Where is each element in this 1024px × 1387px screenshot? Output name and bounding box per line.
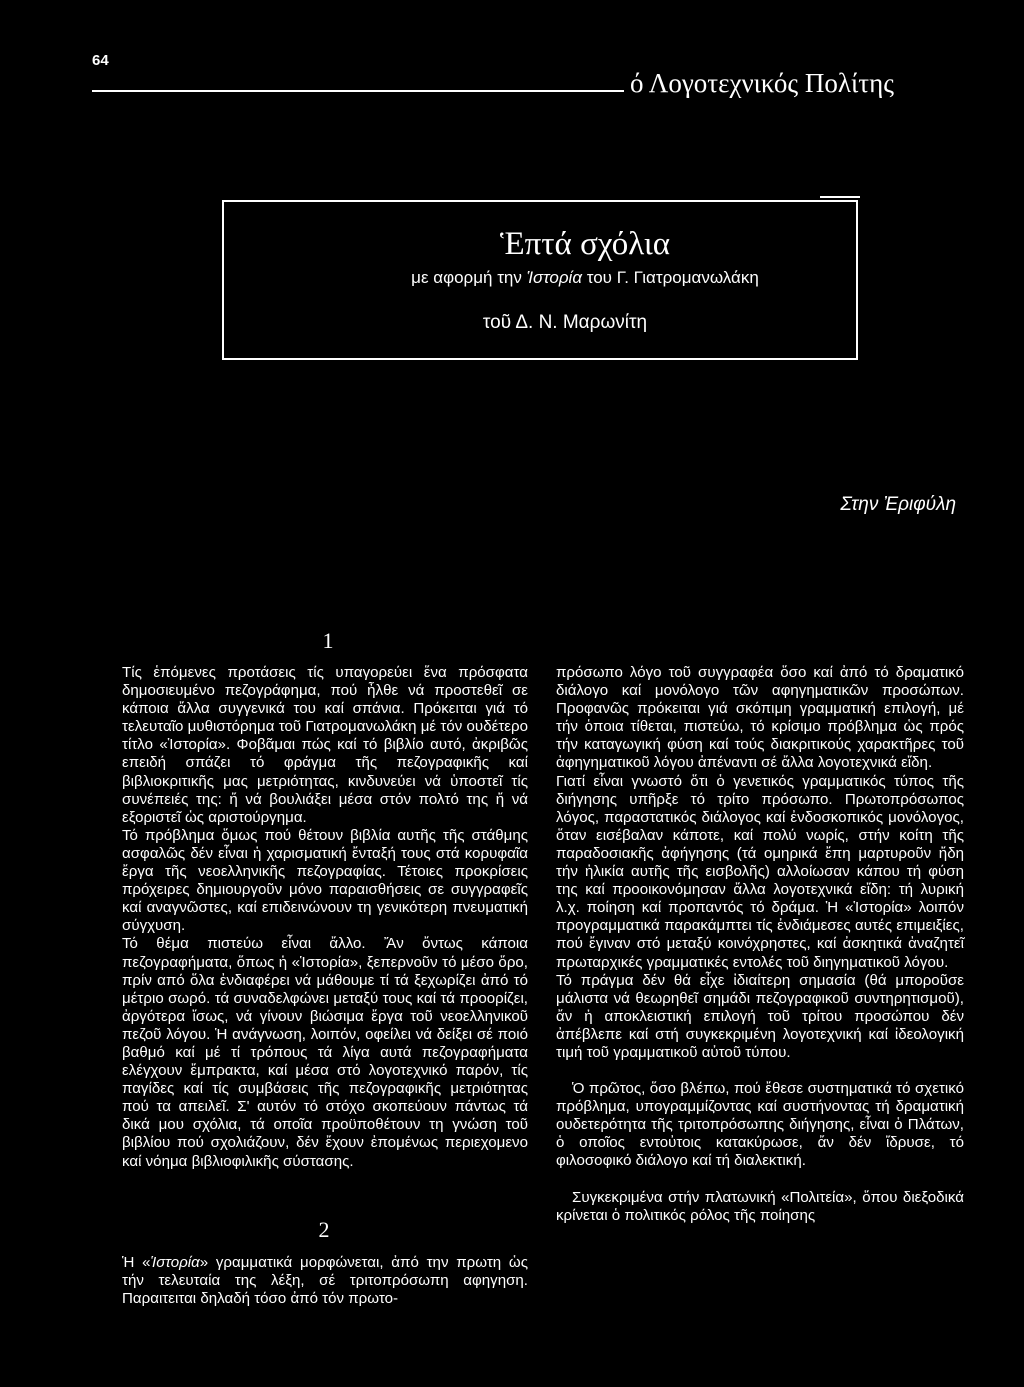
article-title: Ἑπτά σχόλια (499, 226, 671, 262)
article-author: τοῦ Δ. Ν. Μαρωνίτη (482, 312, 648, 333)
paragraph-post: » γραμματικά μορφώνεται, ἀπό την πρωτη ὡς τήν τελευταία της λέξη, σέ τριτοπρόσωπη αφηγηση. Παραιτειται δηλαδή τόσο ἀπό τόν πρωτο- (122, 1254, 528, 1308)
article-subtitle (222, 268, 858, 288)
running-head: ό Λογοτεχνικός Πολίτης (630, 68, 894, 98)
paragraph: πρόσωπο λόγο τοῦ συγγραφέα ὅσο καί ἀπό τό δραματικό διάλογο καί μονόλογο τῶν αφηγηματικῶν προσώπων. Προφανῶς πρόκειται γιά σκόπιμη γραμματική επιλογή, μέ τήν ὁποια τίθεται, πιστεύω, τό κρίσιμο πρόβλημα ὡς πρός τήν καταγωγική φύση καί τούς διακριτικούς χαρακτῆρες τοῦ ἀφηγηματικοῦ λόγου ἀπέναντι σέ ἄλλα λογοτεχνικά εἴδη. (556, 664, 964, 772)
paragraph: Συγκεκριμένα στήν πλατωνική «Πολιτεία», ὅπου διεξοδικά κρίνεται ὁ πολιτικός ρόλος τῆς ποίησης (556, 1188, 964, 1224)
right-column (556, 664, 964, 1225)
section-number-1: 1 (322, 628, 334, 653)
paragraph: Τό θέμα πιστεύω εἶναι ἄλλο. Ἄν ὄντως κάποια πεζογραφήματα, ὅπως ἡ «Ἱστορία», ξεπερνοῦν τό μέσο ὅρο, πρίν από ὅλα ἐνδιαφέρει νά μάθουμε τί τά ξεχωρίζει ἀπό τό μέτριο σωρό. τά συναδελφώνει μεταξύ τους καί τά προορίζει, ἀργότερα ἴσως, νά γίνουν βιώσιμα ἔργα τοῦ νεοελληνικοῦ πεζοῦ λόγου. Ἡ ανάγνωση, λοιπόν, οφείλει νά δείξει σέ ποιό βαθμό καί μέ τί τρόπους τά λίγα αυτά πεζογραφήματα ελέγχουν ἔμπρακτα, καί μέσα στό λογοτεχνικό παρόν, τίς παγίδες καί τίς συμβάσεις τῆς πεζογραφικῆς μετριότητας πού τα απειλεῖ. Σ' αυτόν τό στόχο σκοπεύουν πάντως τά δικά μου σχόλια, τά οποῖα προϋποθέτουν τη γνώση τοῦ βιβλίου πού σχολιάζουν, δέν ἔχουν ἐπομένως περιεχομενο καί νόημα βιβλιοφιλικῆς σύστασης. (122, 935, 528, 1170)
paragraph: Τό πρόβλημα ὅμως πού θέτουν βιβλία αυτῆς τῆς στάθμης ασφαλῶς δέν εἶναι ἡ χαρισματική ἔνταξή τους στά κορυφαῖα ἔργα τῆς νεοελληνικῆς πεζογραφίας. Τέτοιες προκρίσεις πρόχειρες δημιουργοῦν μόνο παραισθήσεις σε συγγραφεῖς καί αναγνῶστες, καί επιδεινώνουν τη γενικότερη πνευματική σύγχυση. (122, 826, 528, 935)
title-frame-line (820, 196, 860, 198)
paragraph: Ὁ πρῶτος, ὅσο βλέπω, πού ἔθεσε συστηματικά τό σχετικό πρόβλημα, υπογραμμίζοντας καί συστήνοντας τή δραματική ουδετερότητα τῆς τριτοπρόσωπης διήγησης, εἶναι ὁ Πλάτων, ὁ οποῖος εντοὐτοις κατακύρωσε, ἄν δέν ἴδρυσε, τό φιλοσοφικό διάλογο καί τή διαλεκτική. (556, 1080, 964, 1170)
left-column-lower (122, 1254, 528, 1308)
paragraph (122, 1254, 528, 1308)
paragraph-italic: Ἱστορία (150, 1254, 200, 1271)
section-number-2: 2 (318, 1217, 330, 1242)
paragraph-gap (556, 1171, 964, 1189)
subtitle-post: του Γ. Γιατρομανωλάκη (582, 268, 759, 287)
paragraph-gap (556, 1062, 964, 1080)
left-column-upper (122, 664, 528, 1171)
subtitle-italic: Ἱστορία (526, 268, 583, 287)
paragraph: Τίς ἑπόμενες προτάσεις τίς υπαγορεύει ἕνα πρόσφατα δημοσιευμένο πεζογράφημα, πού ἦλθε νά προστεθεῖ σε κάποια ἄλλα συγγενικά του καί σπάνια. Πρόκειται γιά τό τελευταῖο μυθιστόρημα τοῦ Γιατρομανωλάκη μέ τόν ουδέτερο τίτλο «Ἱστορία». Φοβᾶμαι πώς καί τό βιβλίο αυτό, ἀκριβῶς επειδή σπάζει τό φράγμα τῆς πεζογραφικῆς καί βιβλιοκριτικῆς μας μετριότητας, κινδυνεύει νά ὑποστεῖ τίς συνέπειές της: ἤ νά βουλιάξει μέσα στόν πολτό της ἤ νά εξοριστεῖ ὡς αριστούργημα. (122, 664, 528, 826)
paragraph-pre: Ἡ « (122, 1254, 151, 1271)
dedication: Στην Ἐριφύλη (840, 494, 956, 515)
page-number: 64 (92, 52, 109, 69)
paragraph: Τό πράγμα δέν θά εἶχε ἰδιαίτερη σημασία (θά μποροῦσε μάλιστα νά θεωρηθεῖ σημάδι πεζογραφικοῦ συντηρητισμοῦ), ἄν ἡ αποκλειστική επιλογή τοῦ τρίτου προσώπου δέν ἀπέβλεπε καί στή συγκεκριμένη λογοτεχνική καί ἰδεολογική τιμή τοῦ γραμματικοῦ αὐτοῦ τύπου. (556, 971, 964, 1061)
header-rule (92, 90, 624, 92)
paragraph: Γιατί εἶναι γνωστό ὅτι ὁ γενετικός γραμματικός τύπος τῆς διήγησης υπῆρξε τό τρίτο πρόσωπο. Πρωτοπρόσωπος λόγος, παραστατικός διάλογος καί ἐνδοσκοπικός μονόλογος, ὅταν εισέβαλαν κάποτε, καί πολύ νωρίς, στήν κοίτη τῆς παραδοσιακῆς ἀφήγησης (τά ομηρικά ἔπη μαρτυροῦν ἤδη τήν ἡλικία αυτῆς τῆς εισβολῆς) αλλοίωσαν κάπου τή φύση της καί προοικονόμησαν ἄλλα λογοτεχνικά εἴδη: τή λυρική λ.χ. ποίηση καί προπαντός τό δράμα. Ἡ «Ἱστορία» λοιπόν προγραμματικά παρακάμπτει τίς ἐνδιάμεσες αυτές επιμειξίες, πού ἔγιναν στό μεταξύ κοινόχρηστες, καί ἀσκητικά ἀναζητεῖ πρωταρχικές γραμματικές εντολές τοῦ διηγηματικοῦ λόγου. (556, 772, 964, 971)
subtitle-pre: με αφορμή την (411, 268, 527, 287)
